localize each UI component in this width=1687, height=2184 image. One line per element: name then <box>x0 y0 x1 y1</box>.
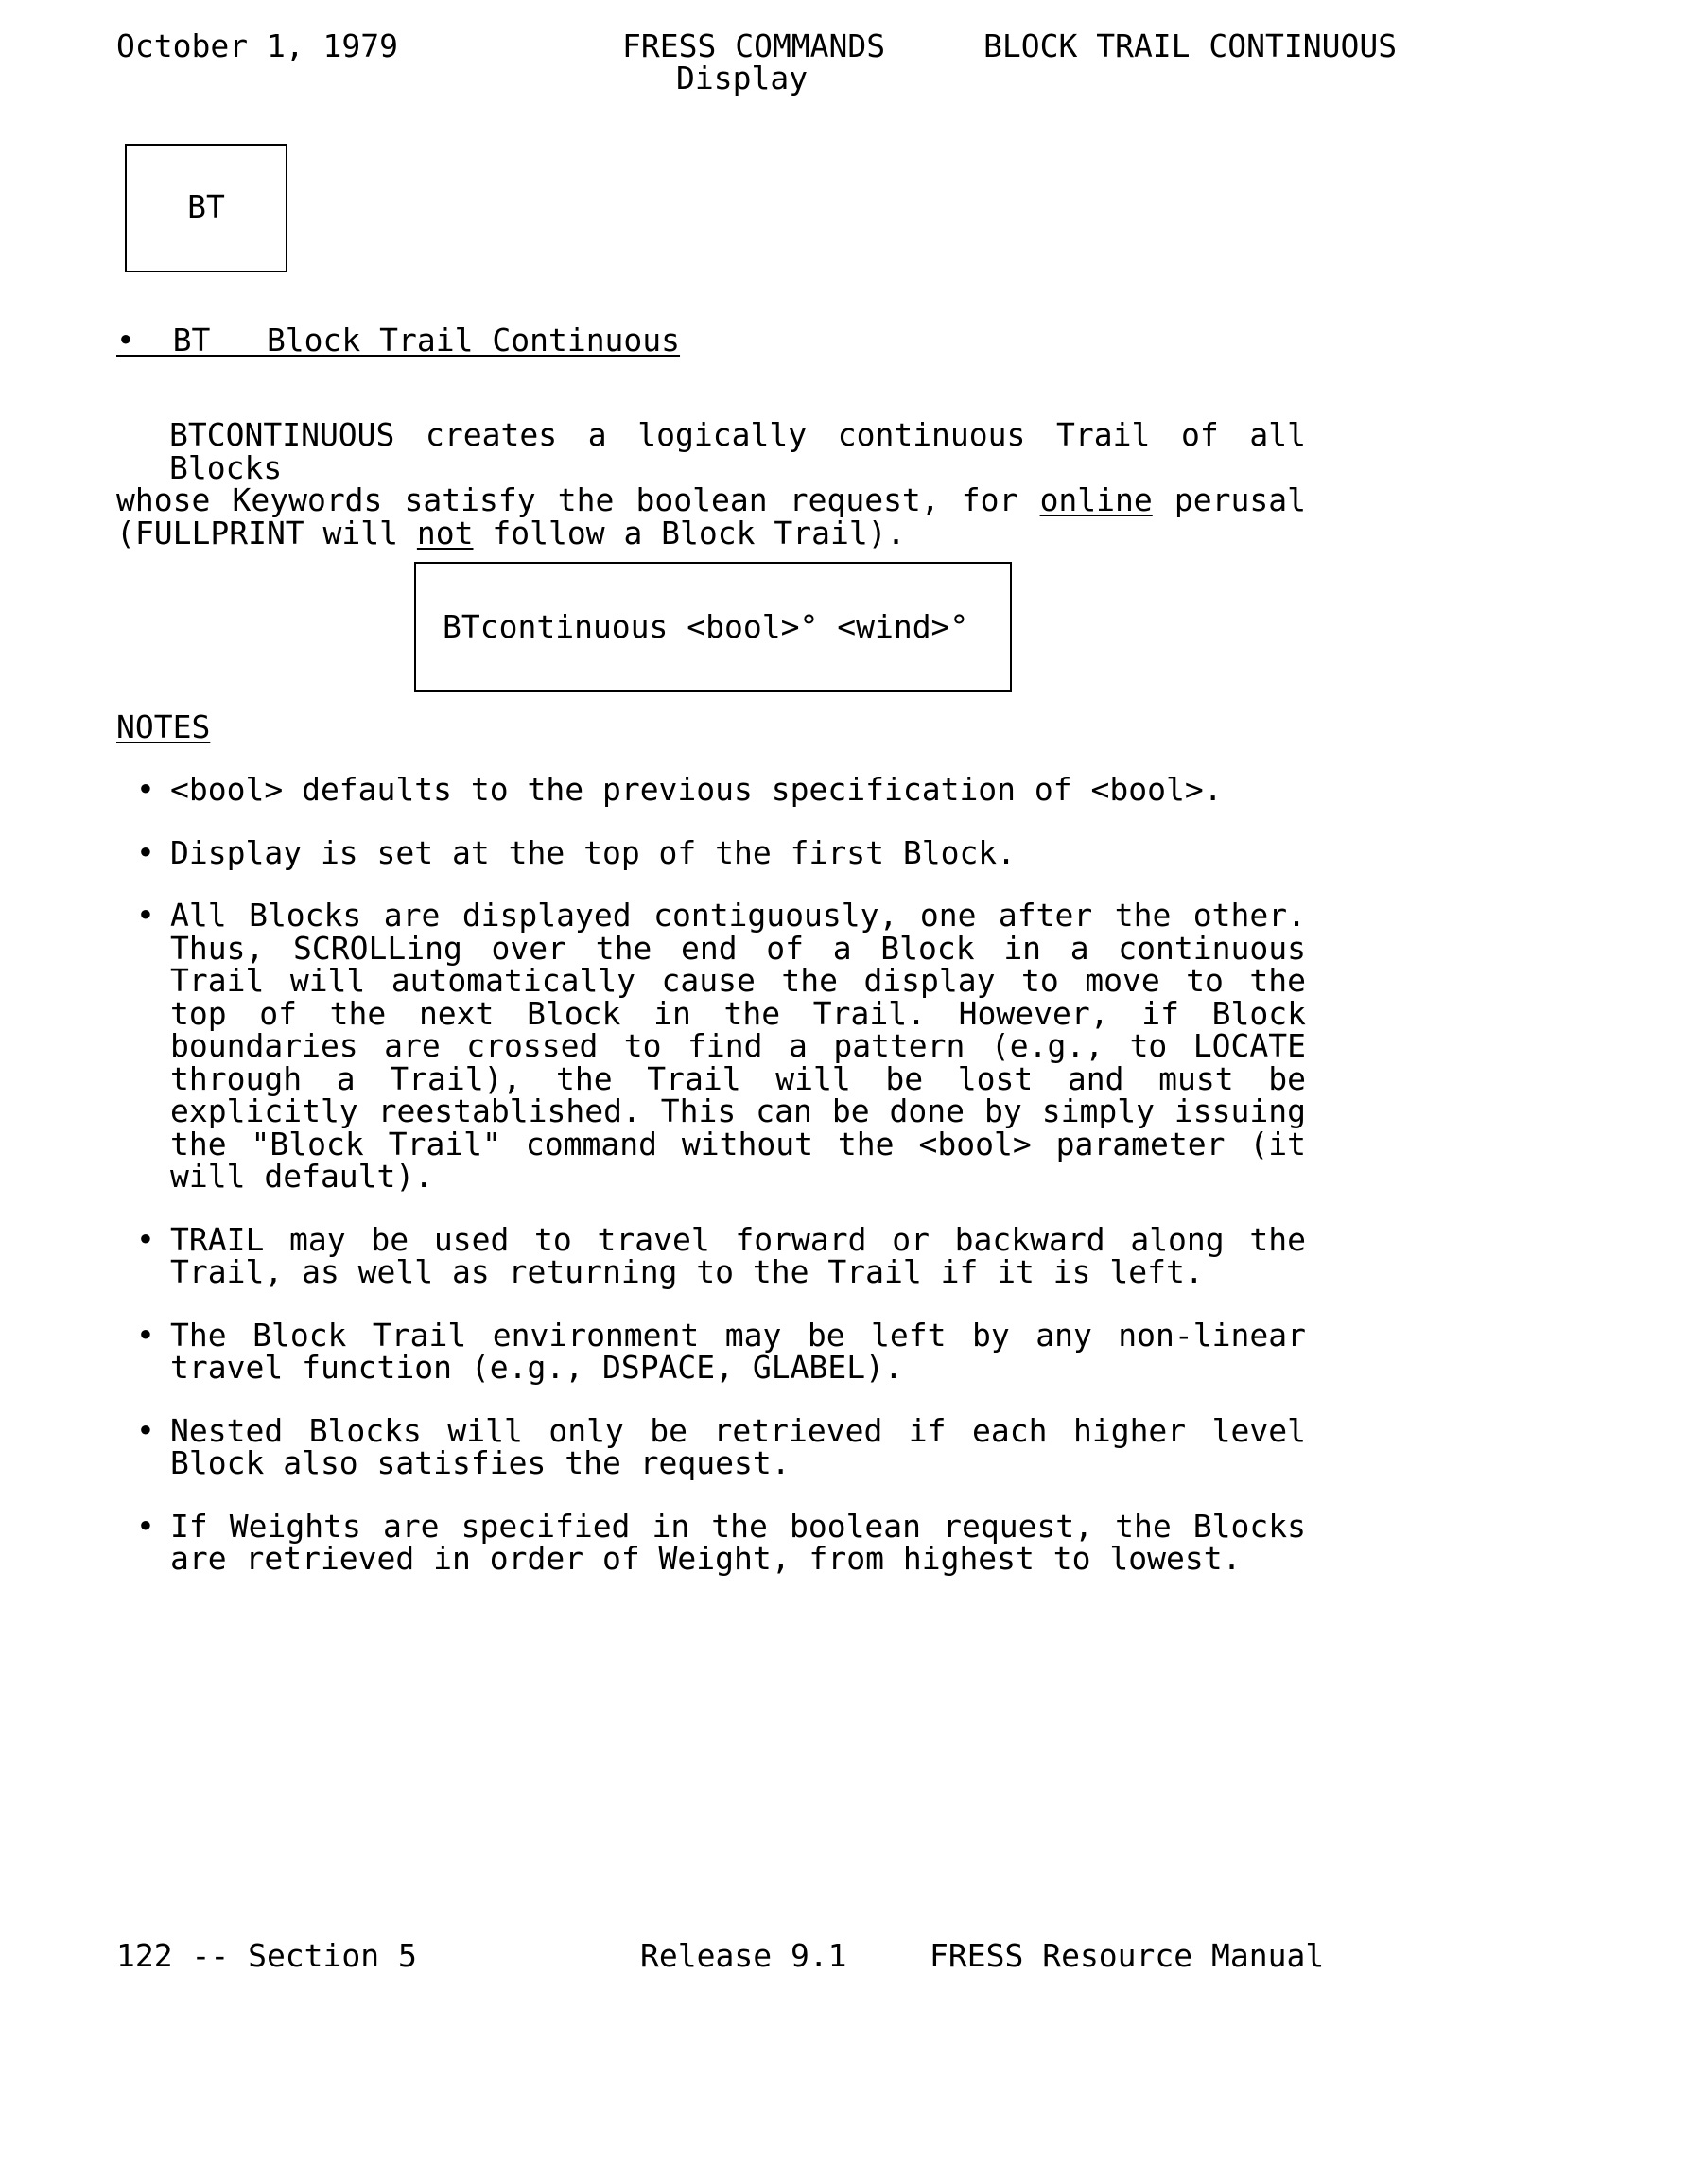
syntax-box <box>414 562 1012 692</box>
command-abbrev: BT <box>187 188 225 225</box>
intro-line-3 <box>116 514 1306 551</box>
note-item: • Display is set at the top of the first Block. <box>116 837 1306 870</box>
note-item: • The Block Trail environment may be left by any non-linear travel function (e.g., DSPACE, GLABEL). <box>116 1319 1306 1385</box>
footer-left: 122 -- Section 5 <box>116 1937 417 1974</box>
header-date: October 1, 1979 <box>116 27 399 64</box>
notes-heading: NOTES <box>116 708 211 745</box>
section-heading: • BT Block Trail Continuous <box>116 322 681 358</box>
intro-paragraph <box>116 416 1306 551</box>
intro-line-2 <box>116 481 1306 518</box>
note-item: • TRAIL may be used to travel forward or backward along the Trail, as well as returning to the Trail if it is left. <box>116 1224 1306 1289</box>
header-right-title: BLOCK TRAIL CONTINUOUS <box>983 27 1398 64</box>
header-center-title: FRESS COMMANDS <box>622 27 886 64</box>
intro-line-1: BTCONTINUOUS creates a logically continuous Trail of all Blocks <box>169 416 1306 486</box>
intro-line-3-text: (FULLPRINT will <box>116 514 417 551</box>
note-item: • If Weights are specified in the boolean request, the Blocks are retrieved in order of Weight, from highest to lowest. <box>116 1511 1306 1576</box>
note-item: • Nested Blocks will only be retrieved if each higher level Block also satisfies the request. <box>116 1415 1306 1480</box>
footer-right: FRESS Resource Manual <box>930 1937 1325 1974</box>
notes-list <box>116 771 1306 1606</box>
header-center-subtitle: Display <box>676 60 809 96</box>
intro-line-2-text: whose Keywords satisfy the boolean request, for <box>116 481 1040 518</box>
intro-line-2-tail: perusal <box>1152 481 1306 518</box>
intro-line-3-tail: follow a Block Trail). <box>473 514 906 551</box>
syntax-text: BTcontinuous <bool>° <wind>° <box>443 608 969 645</box>
note-item: • All Blocks are displayed contiguously, one after the other. Thus, SCROLLing over the end of a Block in a continuous Trail will automatically cause the display to move to the top of the next Block in the Trail. However, if Block boundaries are crossed to find a pattern (e.g., to LOCATE through a Trail), the Trail will be lost and must be explicitly reestablished. This can be done by simply issuing the "Block Trail" command without the <bool> parameter (it will default). <box>116 900 1306 1194</box>
note-item: • <bool> defaults to the previous specification of <bool>. <box>116 774 1306 807</box>
footer-center: Release 9.1 <box>640 1937 847 1974</box>
intro-emphasis-online: online <box>1039 481 1153 518</box>
command-abbrev-box <box>125 144 287 272</box>
intro-emphasis-not: not <box>416 514 474 551</box>
